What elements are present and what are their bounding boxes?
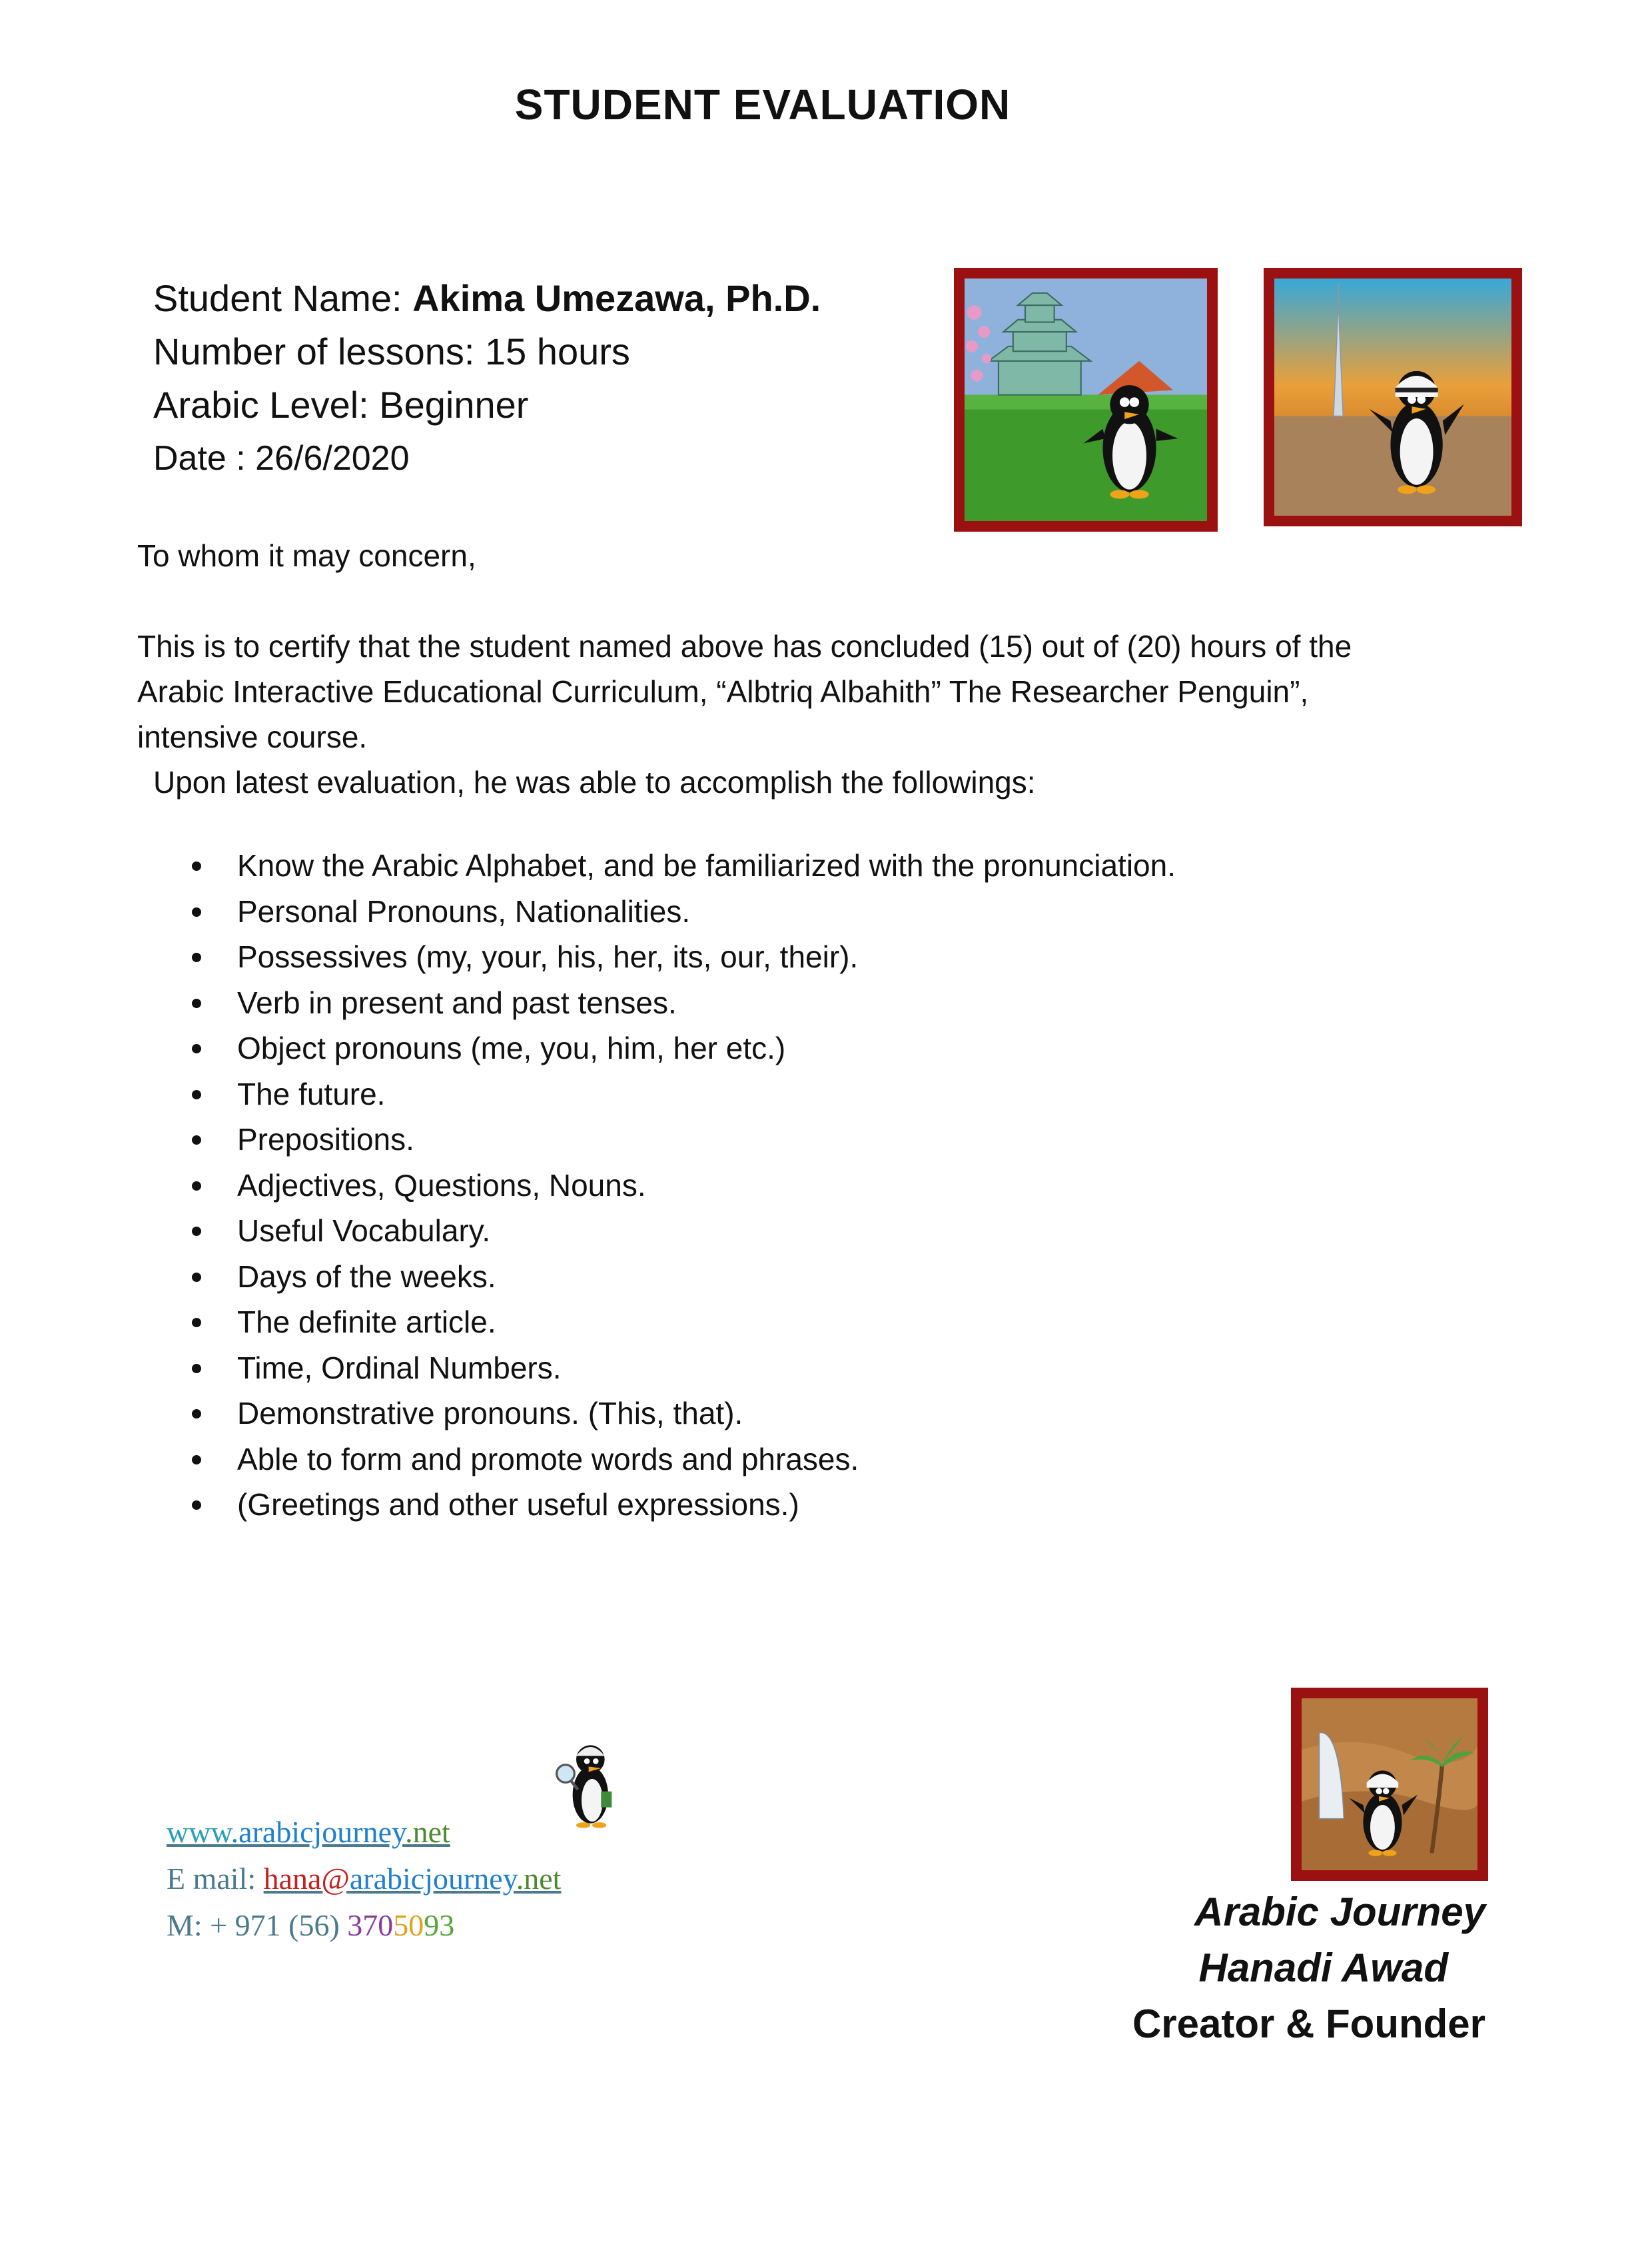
bullet-icon — [192, 953, 201, 962]
bullet-icon — [192, 1135, 201, 1145]
list-item — [187, 1436, 1176, 1482]
dubai-penguin-icon — [1274, 279, 1511, 516]
bullet-icon — [192, 1090, 201, 1099]
list-item-text: Object pronouns (me, you, him, her etc.) — [237, 1031, 786, 1065]
signature-role: Creator & Founder — [1132, 2001, 1485, 2046]
certification-paragraph: This is to certify that the student named above has concluded (15) out of (20) hours of the Arabic Interactive Educational Curriculum, “Albtriq Albahith” The Researcher Penguin”, intensive course. — [137, 629, 1352, 754]
bullet-icon — [192, 1455, 201, 1464]
signature-org: Arabic Journey — [1194, 1890, 1485, 1934]
desert-penguin-icon — [1302, 1698, 1477, 1870]
bullet-icon — [192, 1044, 201, 1053]
list-item — [187, 1208, 1176, 1254]
list-item — [187, 1117, 1176, 1163]
list-item — [187, 1299, 1176, 1345]
website-link[interactable]: www.arabicjourney.net — [167, 1815, 450, 1849]
bullet-icon — [192, 1273, 201, 1282]
japan-penguin-picture — [954, 268, 1218, 532]
list-item — [187, 934, 1176, 980]
list-item-text: Prepositions. — [237, 1122, 414, 1157]
signature-block — [1132, 1884, 1485, 2052]
bullet-icon — [192, 999, 201, 1008]
list-item-text: Adjectives, Questions, Nouns. — [237, 1167, 646, 1203]
accomplishments-list — [187, 843, 1176, 1528]
list-item — [187, 843, 1176, 889]
list-item — [187, 1071, 1176, 1117]
student-name-label: Student Name: — [153, 277, 413, 319]
phone-row: M: + 971 (56) 3705093 — [167, 1908, 455, 1942]
desert-penguin-picture — [1291, 1688, 1488, 1881]
list-item — [187, 1163, 1176, 1209]
email-row — [167, 1856, 561, 1902]
list-item-text: Personal Pronouns, Nationalities. — [237, 893, 691, 929]
student-info — [153, 272, 821, 485]
list-item-text: Able to form and promote words and phrases. — [237, 1441, 859, 1476]
list-item — [187, 1345, 1176, 1391]
list-item — [187, 889, 1176, 935]
date-row: Date : 26/6/2020 — [153, 439, 410, 478]
bullet-icon — [192, 1227, 201, 1236]
bullet-icon — [192, 1500, 201, 1510]
list-item-text: Days of the weeks. — [237, 1259, 496, 1294]
contact-block — [167, 1809, 561, 1949]
email-link[interactable]: hana@arabicjourney.net — [263, 1862, 562, 1896]
bullet-icon — [192, 1409, 201, 1418]
salutation: To whom it may concern, — [137, 538, 476, 573]
japan-penguin-icon — [965, 279, 1207, 521]
email-label: E mail: — [167, 1862, 264, 1896]
penguin-magnifier-mascot — [550, 1731, 623, 1838]
dubai-penguin-picture — [1264, 268, 1522, 526]
list-item-text: Verb in present and past tenses. — [237, 985, 677, 1020]
list-item-text: Useful Vocabulary. — [237, 1213, 491, 1248]
list-item — [187, 1482, 1176, 1528]
letter-body — [137, 533, 1403, 805]
document-title: STUDENT EVALUATION — [514, 81, 1011, 129]
bullet-icon — [192, 907, 201, 917]
student-name-value: Akima Umezawa, Ph.D. — [412, 277, 821, 319]
list-item — [187, 1391, 1176, 1436]
list-item-text: The definite article. — [237, 1305, 496, 1339]
lessons-row: Number of lessons: 15 hours — [153, 330, 630, 372]
list-item-text: (Greetings and other useful expressions.) — [237, 1487, 799, 1522]
bullet-icon — [192, 1181, 201, 1191]
list-item-text: Demonstrative pronouns. (This, that). — [237, 1396, 743, 1430]
signature-name: Hanadi Awad — [1198, 1946, 1448, 1990]
list-item-text: Know the Arabic Alphabet, and be familiarized with the pronunciation. — [237, 848, 1176, 883]
bullet-icon — [192, 861, 201, 871]
bullet-icon — [192, 1318, 201, 1327]
list-item — [187, 1254, 1176, 1300]
penguin-magnifier-icon — [550, 1731, 623, 1838]
evaluation-intro: Upon latest evaluation, he was able to accomplish the followings: — [153, 765, 1036, 800]
student-name-row — [153, 272, 821, 325]
bullet-icon — [192, 1364, 201, 1373]
level-row: Arabic Level: Beginner — [153, 384, 529, 426]
list-item — [187, 1025, 1176, 1071]
list-item-text: Possessives (my, your, his, her, its, our, their). — [237, 939, 859, 974]
list-item-text: The future. — [237, 1076, 386, 1111]
list-item — [187, 980, 1176, 1026]
list-item-text: Time, Ordinal Numbers. — [237, 1350, 562, 1385]
